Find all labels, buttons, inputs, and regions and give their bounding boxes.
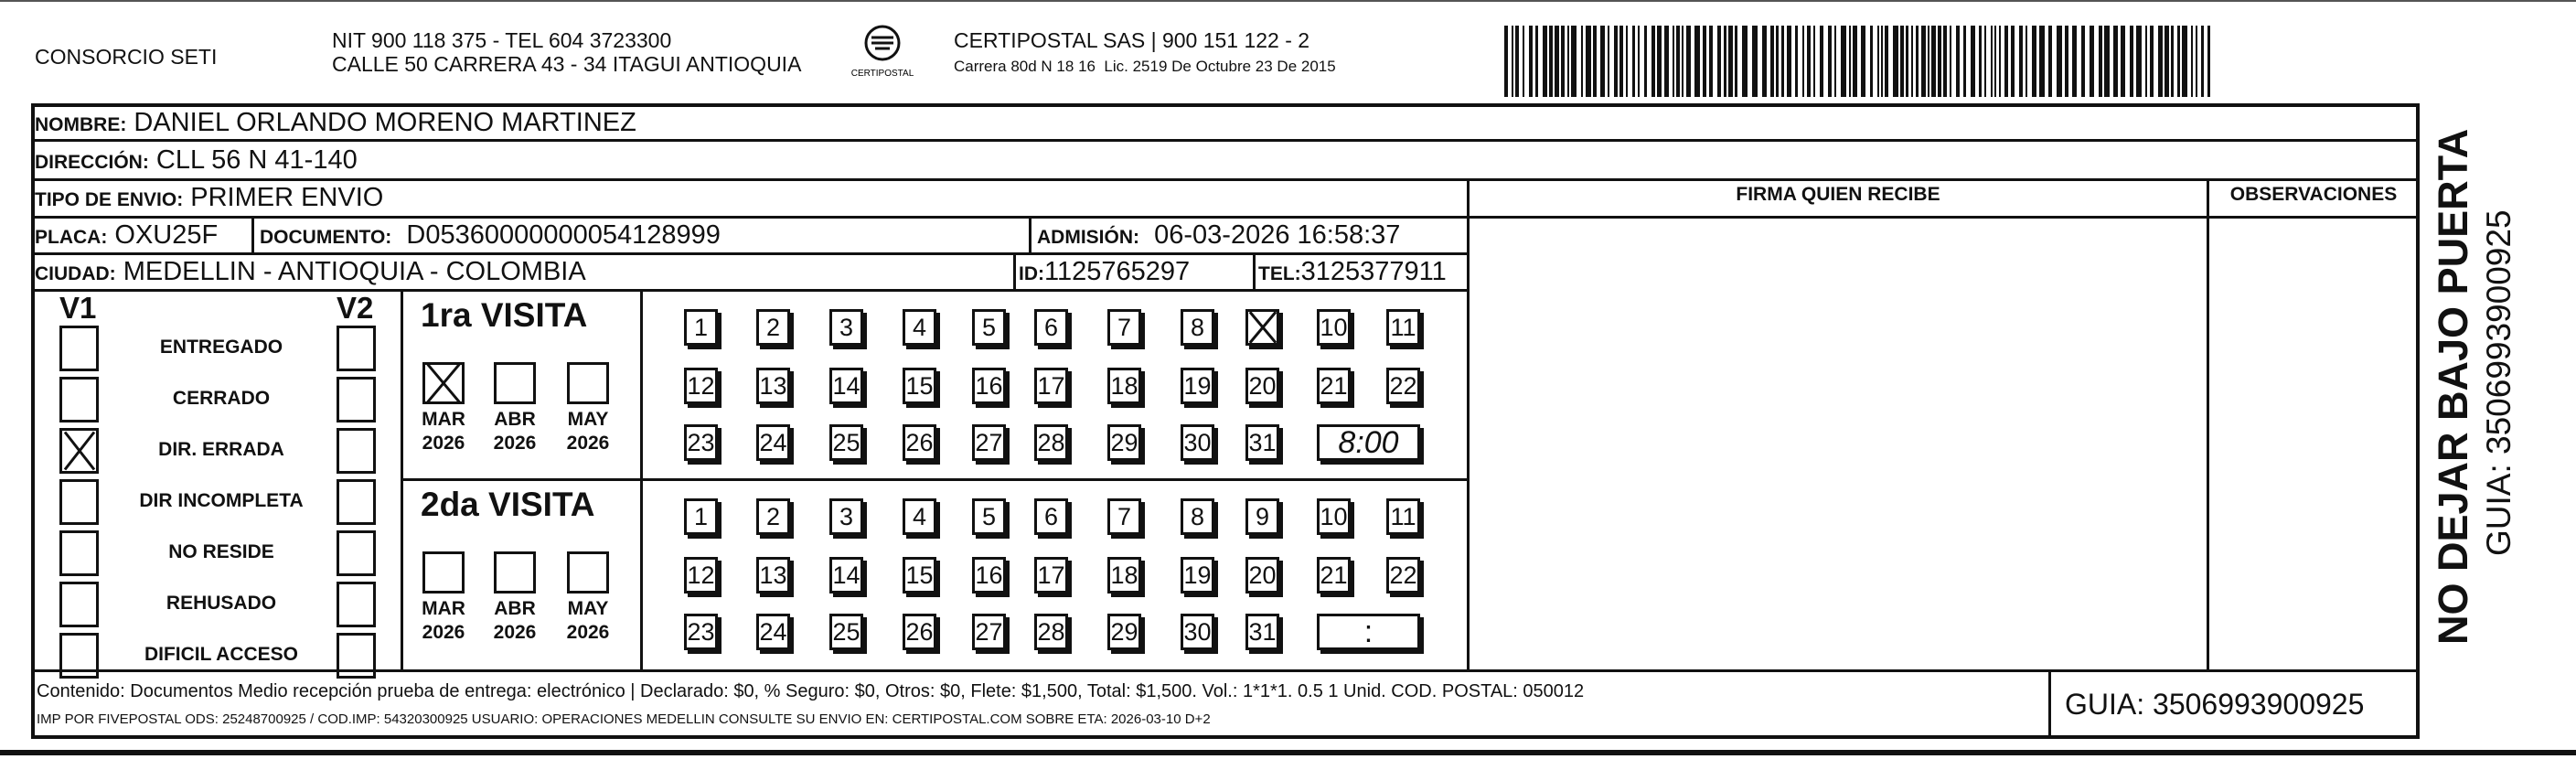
- day-box[interactable]: 10: [1317, 309, 1351, 346]
- status-label: ENTREGADO: [159, 337, 283, 358]
- id-value: 1125765297: [1044, 257, 1191, 286]
- barcode-bar: [1991, 26, 1993, 97]
- day-box[interactable]: 25: [829, 424, 863, 461]
- footer-guia: GUIA: 3506993900925: [2065, 688, 2365, 721]
- observations-area[interactable]: [2209, 216, 2418, 669]
- cell-divider: [1029, 216, 1031, 254]
- barcode-bar: [2072, 26, 2077, 97]
- barcode-bar: [1956, 26, 1960, 97]
- day-box[interactable]: 8: [1181, 498, 1214, 535]
- day-box[interactable]: 7: [1107, 498, 1141, 535]
- barcode-bar: [1787, 26, 1791, 97]
- day-box[interactable]: 27: [972, 424, 1006, 461]
- tipo-value: PRIMER ENVIO: [190, 183, 384, 212]
- day-box[interactable]: 11: [1386, 498, 1420, 535]
- day-box[interactable]: 31: [1245, 424, 1279, 461]
- barcode-bar: [2207, 26, 2210, 97]
- day-box[interactable]: 31: [1245, 614, 1279, 650]
- barcode-bar: [1906, 26, 1908, 97]
- barcode-bar: [2164, 26, 2169, 97]
- month-checkbox[interactable]: [494, 551, 536, 594]
- v1-checkbox[interactable]: [59, 377, 99, 422]
- company-name: CONSORCIO SETI: [35, 45, 218, 69]
- address-line: CALLE 50 CARRERA 43 - 34 ITAGUI ANTIOQUIA: [332, 52, 802, 76]
- barcode-bar: [1626, 26, 1628, 97]
- carrier-line: CERTIPOSTAL SAS | 900 151 122 - 2: [954, 28, 1310, 52]
- barcode-bar: [1673, 26, 1674, 97]
- cut-line: [0, 750, 2576, 755]
- v1-checkbox[interactable]: [59, 326, 99, 371]
- barcode-bar: [2196, 26, 2197, 97]
- barcode-bar: [1984, 26, 1986, 97]
- day-box[interactable]: 16: [972, 557, 1006, 594]
- barcode-bar: [1686, 26, 1691, 97]
- day-box[interactable]: 16: [972, 368, 1006, 404]
- tipo-row: [35, 182, 383, 216]
- barcode-bar: [1724, 26, 1726, 97]
- barcode-bar: [1861, 26, 1865, 97]
- barcode-bar: [1921, 26, 1926, 97]
- day-box[interactable]: 4: [903, 498, 936, 535]
- barcode-bar: [1657, 26, 1662, 97]
- placa-value: OXU25F: [114, 220, 219, 250]
- barcode-bar: [1535, 26, 1538, 97]
- day-box[interactable]: 26: [903, 614, 936, 650]
- barcode-bar: [1795, 26, 1798, 97]
- barcode-bar: [2191, 26, 2193, 97]
- barcode-bar: [2130, 26, 2133, 97]
- barcode-bar: [1870, 26, 1873, 97]
- barcode: [1504, 26, 2208, 97]
- day-box[interactable]: 22: [1386, 557, 1420, 594]
- barcode-bar: [1999, 26, 2001, 97]
- v2-checkbox[interactable]: [337, 377, 376, 422]
- barcode-bar: [1600, 26, 1605, 97]
- day-box[interactable]: 13: [756, 368, 790, 404]
- barcode-bar: [2011, 26, 2015, 97]
- visit-title: 2da VISITA: [421, 486, 595, 523]
- nombre-row: [35, 107, 636, 141]
- day-box[interactable]: 24: [756, 424, 790, 461]
- barcode-bar: [1849, 26, 1851, 97]
- day-box[interactable]: 23: [684, 424, 718, 461]
- placa-label: PLACA:: [35, 227, 108, 248]
- license-line: Carrera 80d N 18 16 Lic. 2519 De Octubre 23 De 2015: [954, 58, 1336, 75]
- day-box[interactable]: 24: [756, 614, 790, 650]
- visit-title: 1ra VISITA: [421, 296, 588, 334]
- barcode-bar: [1853, 26, 1857, 97]
- firma-header: FIRMA QUIEN RECIBE: [1736, 184, 1940, 205]
- status-label: CERRADO: [172, 388, 271, 409]
- day-box[interactable]: 11: [1386, 309, 1420, 346]
- barcode-bar: [2150, 26, 2154, 97]
- v2-checkbox[interactable]: [337, 530, 376, 576]
- barcode-bar: [1971, 26, 1975, 97]
- tipo-label: TIPO DE ENVIO:: [35, 189, 184, 210]
- barcode-bar: [1543, 26, 1547, 97]
- day-box[interactable]: 22: [1386, 368, 1420, 404]
- day-box[interactable]: 3: [829, 498, 863, 535]
- barcode-bar: [1608, 26, 1609, 97]
- barcode-bar: [1515, 26, 1519, 97]
- barcode-bar: [1529, 26, 1533, 97]
- barcode-bar: [2121, 26, 2125, 97]
- cell-divider: [1253, 252, 1256, 291]
- documento-cell: [260, 219, 721, 253]
- tel-label: TEL:: [1258, 263, 1301, 284]
- barcode-bar: [1943, 26, 1947, 97]
- barcode-bar: [2032, 26, 2036, 97]
- barcode-bar: [1703, 26, 1706, 97]
- side-guia: GUIA: 3506993900925: [2480, 209, 2517, 556]
- signature-area[interactable]: [1470, 216, 2207, 669]
- day-box[interactable]: 6: [1034, 498, 1068, 535]
- status-label: NO RESIDE: [168, 541, 274, 562]
- v2-checkbox[interactable]: [337, 633, 376, 679]
- nit-line: NIT 900 118 375 - TEL 604 3723300: [332, 28, 672, 52]
- day-box[interactable]: 17: [1034, 557, 1068, 594]
- barcode-bar: [1676, 26, 1680, 97]
- footer-divider: [31, 669, 2420, 672]
- time-box[interactable]: 8:00: [1317, 424, 1420, 461]
- day-box[interactable]: 30: [1181, 614, 1214, 650]
- barcode-bar: [1614, 26, 1618, 97]
- column-divider: [2048, 669, 2051, 739]
- day-box[interactable]: 30: [1181, 424, 1214, 461]
- ciudad-cell: [35, 256, 586, 290]
- barcode-bar: [1735, 26, 1737, 97]
- month-label: MAR 2026: [422, 598, 465, 643]
- day-box[interactable]: [1245, 309, 1279, 346]
- day-box[interactable]: 28: [1034, 614, 1068, 650]
- month-checkbox[interactable]: [422, 551, 465, 594]
- barcode-bar: [2048, 26, 2052, 97]
- barcode-bar: [1881, 26, 1883, 97]
- barcode-bar: [1820, 26, 1823, 97]
- month-label: ABR 2026: [493, 409, 537, 454]
- barcode-bar: [2057, 26, 2062, 97]
- barcode-bar: [1762, 26, 1767, 97]
- barcode-bar: [2182, 26, 2187, 97]
- day-box[interactable]: 1: [684, 498, 718, 535]
- barcode-bar: [2026, 26, 2027, 97]
- ciudad-label: CIUDAD:: [35, 263, 116, 284]
- direccion-row: [35, 144, 358, 178]
- day-box[interactable]: 26: [903, 424, 936, 461]
- day-box[interactable]: 5: [972, 309, 1006, 346]
- barcode-bar: [1834, 26, 1836, 97]
- status-label: DIFICIL ACCESO: [144, 644, 298, 665]
- barcode-bar: [1682, 26, 1683, 97]
- barcode-bar: [2136, 26, 2142, 97]
- barcode-bar: [1916, 26, 1919, 97]
- day-box[interactable]: 14: [829, 368, 863, 404]
- day-box[interactable]: 13: [756, 557, 790, 594]
- barcode-bar: [1717, 26, 1721, 97]
- nombre-label: NOMBRE:: [35, 114, 127, 135]
- barcode-bar: [1504, 26, 1508, 97]
- barcode-bar: [1841, 26, 1846, 97]
- direccion-value: CLL 56 N 41-140: [155, 145, 358, 175]
- admision-cell: [1037, 219, 1400, 253]
- barcode-bar: [1709, 26, 1713, 97]
- footer-print-info: IMP POR FIVEPOSTAL ODS: 25248700925 / COD.IMP: 54320300925 USUARIO: OPERACIONES MEDELLIN CONSULTE SU ENVIO EN: CERTIPOSTAL.COM SOBRE ETA: 2026-03-10 D+2: [37, 711, 1211, 727]
- barcode-bar: [2004, 26, 2008, 97]
- placa-cell: [35, 219, 218, 253]
- month-label: MAY 2026: [566, 409, 610, 454]
- barcode-bar: [1877, 26, 1879, 97]
- day-box[interactable]: 20: [1245, 368, 1279, 404]
- barcode-bar: [1931, 26, 1936, 97]
- admision-value: 06-03-2026 16:58:37: [1154, 220, 1401, 250]
- day-box[interactable]: 25: [829, 614, 863, 650]
- nombre-value: DANIEL ORLANDO MORENO MARTINEZ: [134, 108, 636, 137]
- status-label: REHUSADO: [166, 593, 277, 614]
- month-checkbox[interactable]: [567, 362, 609, 404]
- visit-divider: [401, 478, 1469, 481]
- v1-checkbox[interactable]: [59, 479, 99, 525]
- barcode-bar: [1651, 26, 1655, 97]
- barcode-bar: [1938, 26, 1941, 97]
- day-box[interactable]: 3: [829, 309, 863, 346]
- barcode-bar: [1644, 26, 1647, 97]
- barcode-bar: [1664, 26, 1669, 97]
- barcode-bar: [1567, 26, 1569, 97]
- barcode-bar: [1979, 26, 1982, 97]
- admision-label: ADMISIÓN:: [1037, 227, 1139, 248]
- day-box[interactable]: 19: [1181, 368, 1214, 404]
- day-box[interactable]: 18: [1107, 368, 1141, 404]
- barcode-bar: [1828, 26, 1832, 97]
- v1-header: V1: [59, 291, 97, 325]
- v2-header: V2: [337, 291, 374, 325]
- month-checkbox[interactable]: [494, 362, 536, 404]
- barcode-bar: [1586, 26, 1591, 97]
- barcode-bar: [1900, 26, 1904, 97]
- barcode-bar: [2099, 26, 2102, 97]
- barcode-bar: [1742, 26, 1748, 97]
- barcode-bar: [2145, 26, 2147, 97]
- tel-cell: [1258, 256, 1447, 290]
- barcode-bar: [1571, 26, 1577, 97]
- day-box[interactable]: 28: [1034, 424, 1068, 461]
- barcode-bar: [1555, 26, 1559, 97]
- month-label: ABR 2026: [493, 598, 537, 643]
- barcode-bar: [2201, 26, 2204, 97]
- svg-text:CERTIPOSTAL: CERTIPOSTAL: [850, 69, 914, 79]
- barcode-bar: [1807, 26, 1811, 97]
- v2-checkbox[interactable]: [337, 428, 376, 474]
- direccion-label: DIRECCIÓN:: [35, 152, 149, 173]
- day-box[interactable]: 20: [1245, 557, 1279, 594]
- footer-content: Contenido: Documentos Medio recepción prueba de entrega: electrónico | Declarado: $0, % Seguro: $0, Otros: $0, Flete: $1,500, Total: $1,500. Vol.: 1*1*1. 0.5 1 Unid. COD. POSTAL: 050012: [37, 681, 1585, 701]
- barcode-bar: [1885, 26, 1888, 97]
- barcode-bar: [1512, 26, 1513, 97]
- day-box[interactable]: 29: [1107, 424, 1141, 461]
- barcode-bar: [1776, 26, 1779, 97]
- certipostal-logo: [850, 23, 914, 91]
- barcode-bar: [2113, 26, 2118, 97]
- barcode-bar: [1632, 26, 1635, 97]
- barcode-bar: [2081, 26, 2085, 97]
- barcode-bar: [1963, 26, 1966, 97]
- day-box[interactable]: 2: [756, 498, 790, 535]
- ciudad-value: MEDELLIN - ANTIOQUIA - COLOMBIA: [123, 257, 586, 286]
- day-box[interactable]: 7: [1107, 309, 1141, 346]
- barcode-bar: [1893, 26, 1898, 97]
- day-box[interactable]: 4: [903, 309, 936, 346]
- barcode-bar: [1581, 26, 1583, 97]
- month-label: MAY 2026: [566, 598, 610, 643]
- barcode-bar: [1549, 26, 1553, 97]
- barcode-bar: [2171, 26, 2174, 97]
- day-box[interactable]: 21: [1317, 368, 1351, 404]
- barcode-bar: [2177, 26, 2180, 97]
- day-box[interactable]: 10: [1317, 498, 1351, 535]
- barcode-bar: [2039, 26, 2045, 97]
- tel-value: 3125377911: [1300, 257, 1447, 286]
- v2-checkbox[interactable]: [337, 479, 376, 525]
- barcode-bar: [1561, 26, 1565, 97]
- day-box[interactable]: 2: [756, 309, 790, 346]
- barcode-bar: [2019, 26, 2023, 97]
- day-box[interactable]: 6: [1034, 309, 1068, 346]
- status-label: DIR. ERRADA: [158, 439, 284, 460]
- documento-value: D05360000000054128999: [406, 220, 721, 250]
- barcode-bar: [1950, 26, 1951, 97]
- day-box[interactable]: 12: [684, 557, 718, 594]
- barcode-bar: [2090, 26, 2094, 97]
- day-box[interactable]: 29: [1107, 614, 1141, 650]
- observaciones-header: OBSERVACIONES: [2229, 184, 2398, 205]
- day-box[interactable]: 1: [684, 309, 718, 346]
- day-box[interactable]: 17: [1034, 368, 1068, 404]
- row-divider: [31, 178, 2420, 181]
- barcode-bar: [1638, 26, 1640, 97]
- barcode-bar: [1523, 26, 1524, 97]
- v1-checkbox[interactable]: [59, 428, 99, 474]
- day-box[interactable]: 14: [829, 557, 863, 594]
- month-checkbox[interactable]: [567, 551, 609, 594]
- barcode-bar: [1770, 26, 1774, 97]
- v2-checkbox[interactable]: [337, 582, 376, 627]
- top-edge: [0, 0, 2576, 2]
- month-checkbox[interactable]: [422, 362, 465, 404]
- v1-checkbox[interactable]: [59, 582, 99, 627]
- v1-checkbox[interactable]: [59, 633, 99, 679]
- day-box[interactable]: 19: [1181, 557, 1214, 594]
- barcode-bar: [2104, 26, 2110, 97]
- barcode-bar: [1928, 26, 1929, 97]
- barcode-bar: [1911, 26, 1913, 97]
- day-box[interactable]: 9: [1245, 498, 1279, 535]
- side-notice: NO DEJAR BAJO PUERTA: [2430, 128, 2476, 645]
- day-box[interactable]: 8: [1181, 309, 1214, 346]
- barcode-bar: [1813, 26, 1815, 97]
- documento-label: DOCUMENTO:: [260, 227, 392, 248]
- v2-checkbox[interactable]: [337, 326, 376, 371]
- barcode-bar: [1728, 26, 1733, 97]
- barcode-bar: [2065, 26, 2068, 97]
- barcode-bar: [1694, 26, 1700, 97]
- cell-divider: [1013, 252, 1016, 291]
- month-label: MAR 2026: [422, 409, 465, 454]
- day-box[interactable]: 21: [1317, 557, 1351, 594]
- day-box[interactable]: 5: [972, 498, 1006, 535]
- day-box[interactable]: 23: [684, 614, 718, 650]
- day-box[interactable]: 18: [1107, 557, 1141, 594]
- barcode-bar: [1802, 26, 1804, 97]
- time-box[interactable]: :: [1317, 614, 1420, 650]
- day-box[interactable]: 12: [684, 368, 718, 404]
- id-cell: [1019, 256, 1190, 290]
- id-label: ID:: [1019, 263, 1044, 284]
- day-box[interactable]: 15: [903, 368, 936, 404]
- barcode-bar: [1781, 26, 1784, 97]
- status-label: DIR INCOMPLETA: [139, 490, 304, 511]
- barcode-bar: [1619, 26, 1623, 97]
- barcode-bar: [2158, 26, 2163, 97]
- barcode-bar: [1752, 26, 1758, 97]
- day-box[interactable]: 27: [972, 614, 1006, 650]
- day-box[interactable]: 15: [903, 557, 936, 594]
- v1-checkbox[interactable]: [59, 530, 99, 576]
- barcode-bar: [1994, 26, 1996, 97]
- cell-divider: [251, 216, 254, 254]
- barcode-bar: [1593, 26, 1597, 97]
